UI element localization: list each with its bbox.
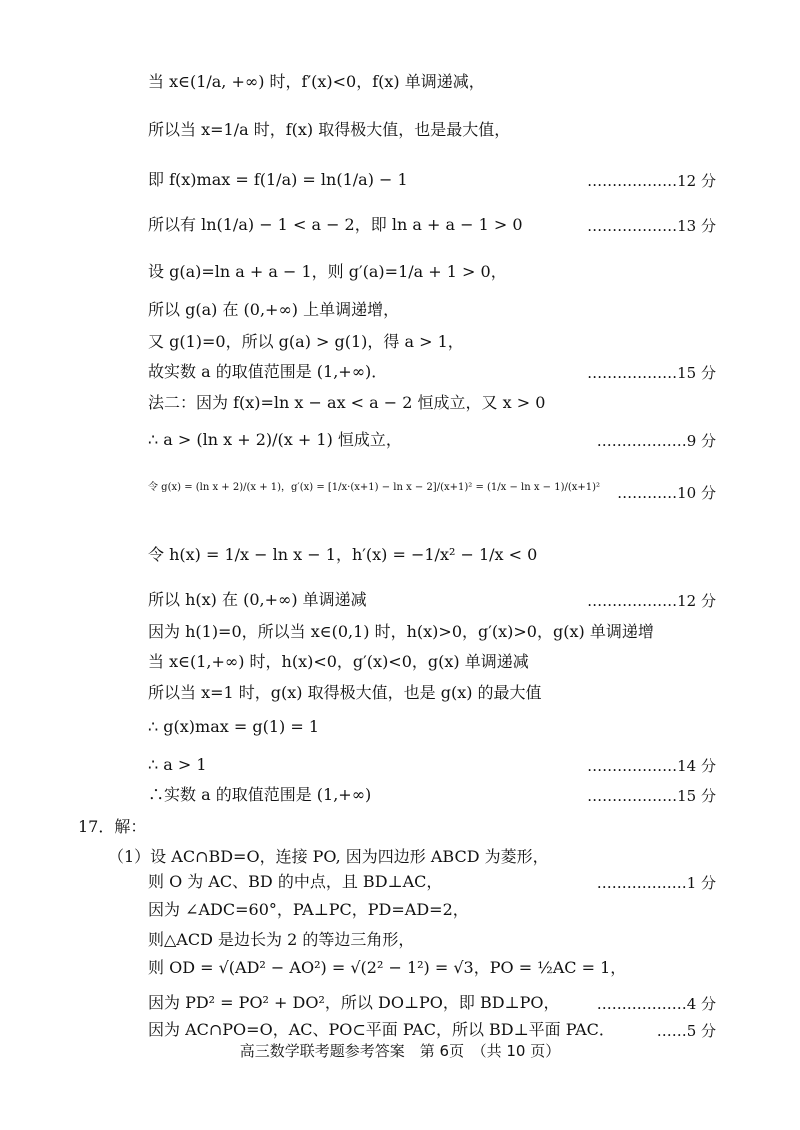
solution-line bbox=[0, 652, 800, 682]
solution-line bbox=[0, 590, 800, 620]
solution-line bbox=[0, 785, 800, 815]
solution-line bbox=[0, 262, 800, 292]
score-mark: ……5 分 bbox=[656, 1022, 716, 1040]
solution-line bbox=[0, 120, 800, 150]
solution-text: 令 h(x) = 1/x − ln x − 1，h′(x) = −1/x² − 1/x < 0 bbox=[148, 545, 538, 564]
score-mark: ………………4 分 bbox=[596, 995, 716, 1013]
score-mark: ………………15 分 bbox=[587, 787, 716, 805]
solution-text: 当 x∈(1,+∞) 时，h(x)<0，g′(x)<0，g(x) 单调递减 bbox=[148, 652, 529, 671]
solution-text: 即 f(x)max = f(1/a) = ln(1/a) − 1 bbox=[148, 170, 408, 189]
solution-line bbox=[0, 72, 800, 102]
solution-line bbox=[0, 362, 800, 392]
solution-line bbox=[0, 930, 800, 960]
solution-text: 因为 AC∩PO=O，AC、PO⊂平面 PAC，所以 BD⊥平面 PAC． bbox=[148, 1020, 615, 1039]
solution-text: 因为 PD² = PO² + DO²，所以 DO⊥PO，即 BD⊥PO， bbox=[148, 993, 560, 1012]
solution-text: ∴实数 a 的取值范围是 (1,+∞) bbox=[148, 785, 372, 804]
solution-line bbox=[0, 958, 800, 988]
solution-text: 则 OD = √(AD² − AO²) = √(2² − 1²) = √3，PO = ½AC = 1， bbox=[148, 958, 627, 977]
solution-text: 令 g(x) = (ln x + 2)/(x + 1)，g′(x) = [1/x·(x+1) − ln x − 2]/(x+1)² = (1/x − ln x − 1)/(x+1)² bbox=[148, 482, 601, 493]
solution-line bbox=[0, 170, 800, 200]
solution-line bbox=[0, 993, 800, 1023]
solution-line bbox=[0, 300, 800, 330]
solution-line bbox=[0, 482, 800, 512]
solution-line bbox=[0, 545, 800, 575]
solution-line bbox=[0, 755, 800, 785]
solution-text: ∴ a > 1 bbox=[148, 755, 207, 774]
score-mark: ………………15 分 bbox=[587, 364, 716, 382]
solution-text: 所以 g(a) 在 (0,+∞) 上单调递增， bbox=[148, 300, 400, 319]
solution-text: 所以 h(x) 在 (0,+∞) 单调递减 bbox=[148, 590, 367, 609]
score-mark: …………10 分 bbox=[617, 484, 716, 502]
solution-line bbox=[0, 817, 800, 847]
score-mark: ………………14 分 bbox=[587, 757, 716, 775]
solution-text: （1）设 AC∩BD=O，连接 PO, 因为四边形 ABCD 为菱形， bbox=[108, 847, 549, 866]
solution-text: 因为 h(1)=0，所以当 x∈(0,1) 时，h(x)>0，g′(x)>0，g(x) 单调递增 bbox=[148, 622, 654, 641]
solution-line bbox=[0, 717, 800, 747]
solution-text: 故实数 a 的取值范围是 (1,+∞)． bbox=[148, 362, 388, 381]
solution-text: 所以有 ln(1/a) − 1 < a − 2，即 ln a + a − 1 > 0 bbox=[148, 215, 523, 234]
solution-text: 17．解： bbox=[78, 817, 147, 836]
score-mark: ………………9 分 bbox=[596, 432, 716, 450]
solution-line bbox=[0, 622, 800, 652]
solution-line bbox=[0, 430, 800, 460]
solution-text: 法二：因为 f(x)=ln x − ax < a − 2 恒成立，又 x > 0 bbox=[148, 393, 546, 412]
solution-line bbox=[0, 215, 800, 245]
page-footer: 高三数学联考题参考答案 第 6页 （共 10 页） bbox=[239, 1042, 561, 1060]
solution-line bbox=[0, 332, 800, 362]
solution-line bbox=[0, 900, 800, 930]
solution-text: ∴ g(x)max = g(1) = 1 bbox=[148, 717, 319, 736]
solution-text: 设 g(a)=ln a + a − 1，则 g′(a)=1/a + 1 > 0， bbox=[148, 262, 507, 281]
solution-line bbox=[0, 872, 800, 902]
solution-text: ∴ a > (ln x + 2)/(x + 1) 恒成立， bbox=[148, 430, 402, 449]
score-mark: ………………1 分 bbox=[596, 874, 716, 892]
solution-line bbox=[0, 393, 800, 423]
solution-text: 因为 ∠ADC=60°，PA⊥PC，PD=AD=2， bbox=[148, 900, 469, 919]
solution-line bbox=[0, 683, 800, 713]
solution-text: 又 g(1)=0，所以 g(a) > g(1)，得 a > 1， bbox=[148, 332, 464, 351]
solution-text: 所以当 x=1 时，g(x) 取得极大值，也是 g(x) 的最大值 bbox=[148, 683, 542, 702]
solution-text: 则△ACD 是边长为 2 的等边三角形， bbox=[148, 930, 415, 949]
solution-text: 则 O 为 AC、BD 的中点，且 BD⊥AC， bbox=[148, 872, 443, 891]
score-mark: ………………12 分 bbox=[587, 172, 716, 190]
score-mark: ………………13 分 bbox=[587, 217, 716, 235]
solution-text: 所以当 x=1/a 时，f(x) 取得极大值，也是最大值， bbox=[148, 120, 511, 139]
solution-text: 当 x∈(1/a, +∞) 时，f′(x)<0，f(x) 单调递减， bbox=[148, 72, 485, 91]
score-mark: ………………12 分 bbox=[587, 592, 716, 610]
